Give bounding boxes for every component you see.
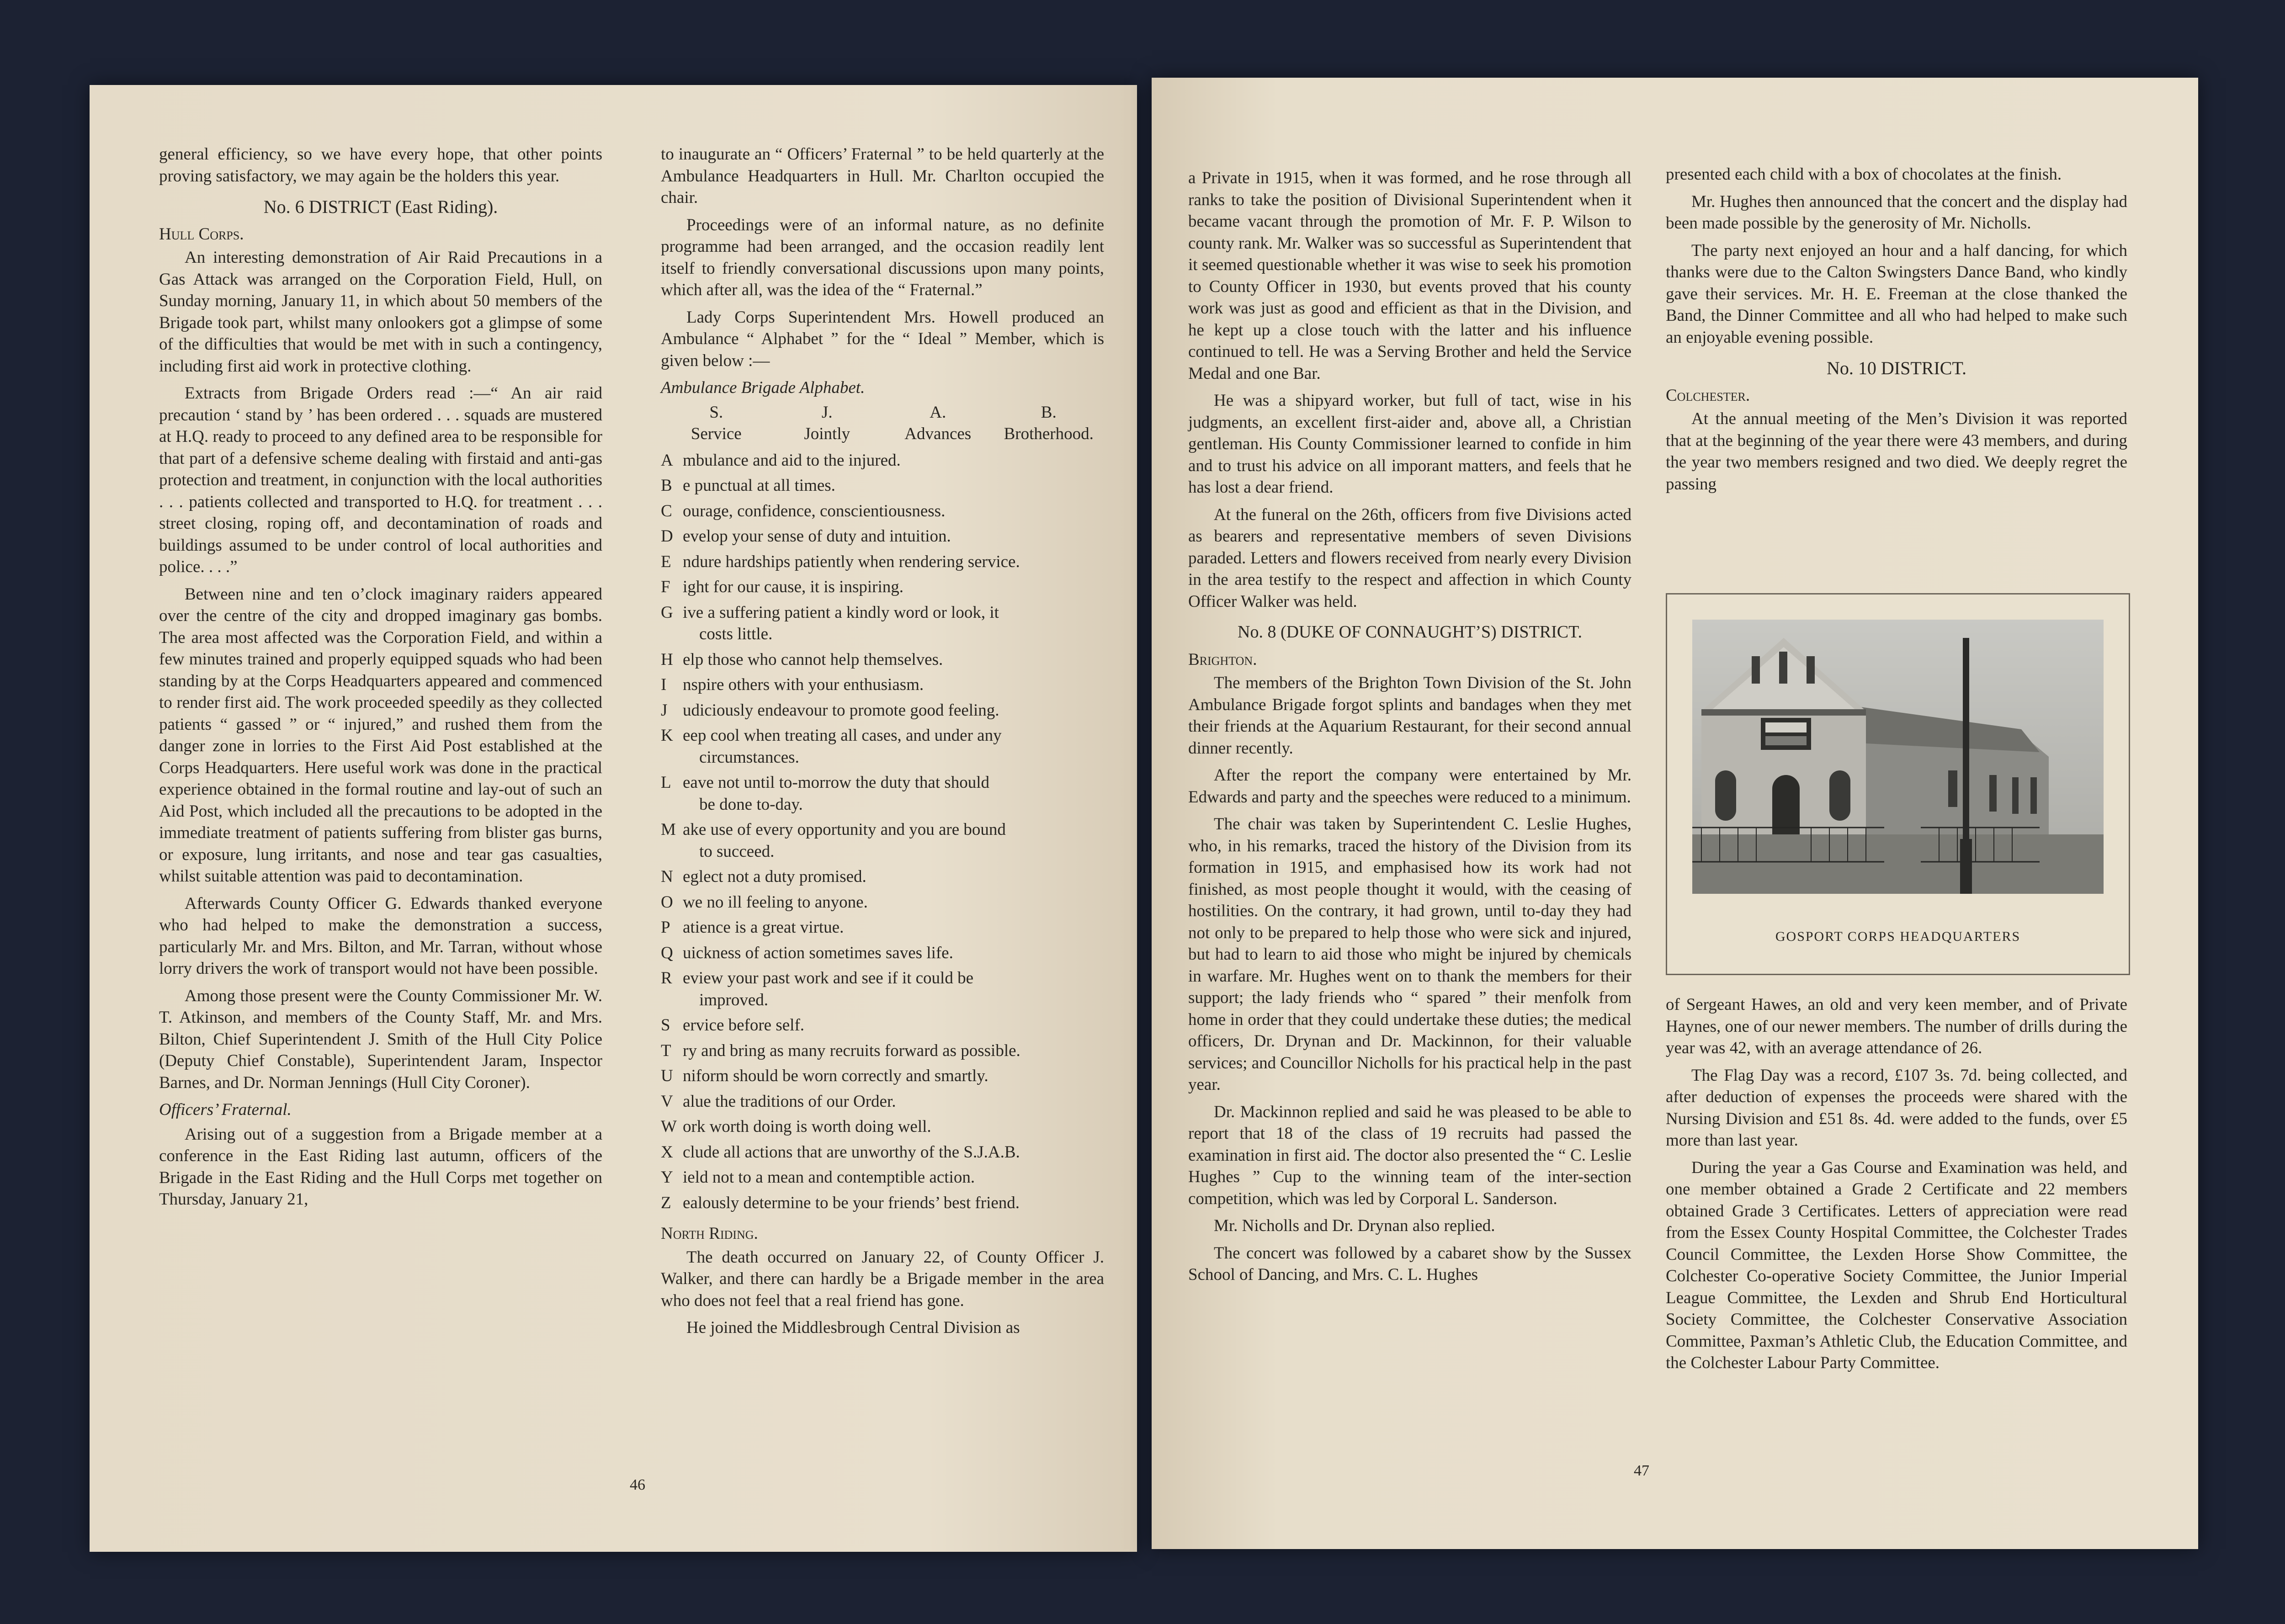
alphabet-line: mbulance and aid to the injured. [683, 451, 901, 470]
alphabet-letter: Z [661, 1193, 671, 1212]
alphabet-header-cell [882, 402, 994, 445]
alphabet-item [661, 500, 1104, 522]
paragraph: presented each child with a box of chocolates at the finish. [1666, 165, 2062, 184]
right-column-2-lower [1666, 994, 2127, 1380]
alphabet-header-cell [994, 402, 1105, 445]
alphabet-continuation: to succeed. [699, 842, 775, 861]
alphabet-continuation: circumstances. [699, 748, 799, 767]
alphabet-text [681, 1091, 1104, 1113]
paragraph: general efficiency, so we have every hope, that other points proving satisfactory, we may again be the holders this year. [159, 145, 602, 186]
paragraph: Extracts from Brigade Orders read :—“ An air raid precaution ‘ stand by ’ has been ordered . . . squads are mustered at H.Q. ready to proceed to any defined area to be responsible for that part of a defensive scheme dealing with firstaid and anti-gas protection and treatment, in conjunction with the local authorities . . . patients collected and transported to H.Q. for treatment . . . street closing, roping off, and decontamination of roads and buildings assumed to be under control of local authorities and police. . . .” [159, 384, 602, 576]
alphabet-item [661, 602, 1104, 645]
alphabet-letter: H [661, 650, 673, 669]
alphabet-letter: B [661, 476, 672, 495]
alphabet-letter: W [661, 1117, 677, 1136]
paragraph: At the annual meeting of the Men’s Division it was reported that at the beginning of the year there were 43 members, and during the year two members resigned and two died. We deeply regret the passing [1666, 409, 2127, 494]
alphabet-text [681, 892, 1104, 913]
alphabet-item [661, 674, 1104, 696]
alphabet-line: eglect not a duty promised. [683, 867, 866, 886]
paragraph: The Flag Day was a record, £107 3s. 7d. being collected, and after deduction of expenses the proceeds were shared with the Nursing Division and £51 8s. 4d. were added to the funds, over £5 more than last year. [1666, 1066, 2127, 1150]
alphabet-text [681, 772, 1104, 815]
right-column-2 [1666, 164, 2127, 500]
header-word: Service [691, 425, 742, 443]
alphabet-line: ield not to a mean and contemptible action. [683, 1168, 975, 1187]
paragraph: During the year a Gas Course and Examination was held, and one member obtained a Grade 2 Certificate and 22 members obtained Grade 3 Certificates. Letters of appreciation were read from the Essex County Hospital Committee, the Colchester Trades Council Committee, the Lexden Horse Show Committee, the Colchester Co-operative Society Committee, the Junior Imperial League Committee, the Lexden and Shrub End Horticultural Society Committee, the Colchester Conservative Association Committee, Paxman’s Athletic Club, the Education Committee, and the Colchester Labour Party Committee. [1666, 1158, 2127, 1372]
alphabet-item [661, 942, 1104, 964]
alphabet-text [681, 725, 1104, 768]
alphabet-text [681, 700, 1104, 722]
alphabet-line: ervice before self. [683, 1016, 805, 1035]
alphabet-text [681, 475, 1104, 497]
alphabet-line: uickness of action sometimes saves life. [683, 943, 953, 962]
subheading: Officers’ Fraternal. [159, 1100, 292, 1119]
paragraph: Mr. Hughes then announced that the concert and the display had been made possible by the generosity of Mr. Nicholls. [1666, 192, 2127, 233]
alphabet-text [681, 942, 1104, 964]
alphabet-letter: N [661, 867, 673, 886]
paragraph: Arising out of a suggestion from a Brigade member at a conference in the East Riding last autumn, officers of the Brigade in the East Riding and the Hull Corps met together on Thursday, January 21, [159, 1125, 602, 1209]
alphabet-text [681, 1141, 1104, 1163]
paragraph: Between nine and ten o’clock imaginary raiders appeared over the centre of the city and dropped imaginary gas bombs. The area most affected was the Corporation Field, and within a few minutes trained and properly equipped squads who had been standing by at the Corps Headquarters appeared and commenced to render first aid. The work proceeded speedily as they collected patients “ gassed ” or “ injured,” and rushed them from the danger zone in lorries to the First Aid Post established at the Corps Headquarters. Here useful work was done in the practical experience obtained in the formal routine and lay-out of such an Aid Post, which included all the precautions to be adopted in the immediate treatment of patients suffering from blister gas burns, or exposure, lung irritants, and nose and tear gas casualties, whilst suitable attention was paid to decontamination. [159, 584, 602, 886]
alphabet-letter: O [661, 892, 673, 912]
alphabet-item [661, 967, 1104, 1011]
left-column-1 [159, 143, 602, 1216]
left-page [90, 85, 1137, 1552]
alphabet-header-cell [772, 402, 883, 445]
photo-caption: GOSPORT CORPS HEADQUARTERS [1775, 929, 2021, 944]
alphabet-line: alue the traditions of our Order. [683, 1092, 896, 1111]
alphabet-letter: C [661, 501, 672, 520]
alphabet-text [681, 450, 1104, 472]
alphabet-line: niform should be worn correctly and smartly. [683, 1067, 988, 1085]
gosport-headquarters-photo [1692, 620, 2104, 894]
alphabet-line: evelop your sense of duty and intuition. [683, 527, 951, 546]
alphabet-line: udiciously endeavour to promote good feeling. [683, 701, 999, 720]
alphabet-continuation: improved. [699, 990, 769, 1009]
paragraph: At the funeral on the 26th, officers from five Divisions acted as bearers and representative members of seven Divisions paraded. Letters and flowers received from nearly every Division in the area testify to the respect and affection in which County Officer Walker was held. [1188, 505, 1631, 611]
paragraph: The party next enjoyed an hour and a half dancing, for which thanks were due to the Calton Swingsters Dance Band, who kindly gave their services. Mr. H. E. Freeman at the close thanked the Band, the Dinner Committee and all who had helped to make such an enjoyable evening possible. [1666, 241, 2127, 347]
header-letter: J. [821, 403, 833, 422]
alphabet-item [661, 772, 1104, 815]
alphabet-item [661, 1065, 1104, 1087]
alphabet-line: atience is a great virtue. [683, 918, 844, 937]
paragraph: The death occurred on January 22, of County Officer J. Walker, and there can hardly be a Brigade member in the area who does not feel that a real friend has gone. [661, 1247, 1104, 1310]
alphabet-item [661, 725, 1104, 768]
alphabet-item [661, 1141, 1104, 1163]
alphabet-letter: T [661, 1041, 671, 1060]
alphabet-letter: X [661, 1142, 673, 1162]
paragraph: He joined the Middlesbrough Central Division as [686, 1318, 1020, 1337]
paragraph: Afterwards County Officer G. Edwards thanked everyone who had helped to make the demonstration a success, particularly Mr. and Mrs. Bilton, and Mr. Tarran, without whose lorry drivers the work of transport would not have been possible. [159, 894, 602, 978]
paragraph: Proceedings were of an informal nature, as no definite programme had been arranged, and the occasion readily lent itself to friendly conversational discussions upon many points, which after all, was the idea of the “ Fraternal.” [661, 215, 1104, 299]
paragraph: of Sergeant Hawes, an old and very keen member, and of Private Haynes, one of our newer members. The number of drills during the year was 42, with an average attendance of 26. [1666, 995, 2127, 1057]
alphabet-item [661, 1091, 1104, 1113]
alphabet-line: we no ill feeling to anyone. [683, 892, 868, 912]
alphabet-letter: U [661, 1067, 673, 1085]
alphabet-item [661, 1192, 1104, 1214]
paragraph: The chair was taken by Superintendent C. Leslie Hughes, who, in his remarks, traced the history of the Division from its formation in 1915, and emphasised how its work had not finished, as most people thought it would, with the ceasing of hostilities. On the contrary, it had grown, until to-day they had not only to be prepared to help those who were sick and injured, but had to learn to aid those who might be injured by chemicals in warfare. Mr. Hughes went on to thank the members for their support; the lady friends who “ spared ” their menfolk from home in order that they could undertake these duties; the medical officers, Dr. Drynan and Dr. Mackinnon, for their valuable services; and Councillor Nicholls for his practical help in the past year. [1188, 815, 1631, 1094]
header-letter: S. [709, 403, 723, 422]
alphabet-text [681, 967, 1104, 1011]
alphabet-letter: F [661, 578, 670, 596]
subheading: Hull Corps. [159, 224, 244, 244]
alphabet-text [681, 1065, 1104, 1087]
alphabet-item [661, 700, 1104, 722]
left-column-2 [661, 143, 1104, 1344]
alphabet-text [681, 674, 1104, 696]
subheading: North Riding. [661, 1224, 758, 1243]
alphabet-item [661, 525, 1104, 547]
header-word: Advances [904, 425, 972, 443]
alphabet-line: clude all actions that are unworthy of the S.J.A.B. [683, 1142, 1020, 1162]
alphabet-letter: E [661, 552, 671, 571]
alphabet-letter: J [661, 701, 668, 720]
header-word: Brotherhood. [1004, 425, 1094, 443]
alphabet-line: nspire others with your enthusiasm. [683, 675, 924, 694]
alphabet-line: ake use of every opportunity and you are bound [683, 820, 1006, 839]
alphabet-text [681, 602, 1104, 645]
alphabet-text [681, 1116, 1104, 1138]
alphabet-line: eview your past work and see if it could be [683, 969, 974, 987]
header-letter: B. [1041, 403, 1057, 422]
alphabet-letter: A [661, 451, 673, 470]
alphabet-text [681, 917, 1104, 939]
alphabet-letter: G [661, 603, 673, 622]
alphabet-letter: Y [661, 1168, 673, 1187]
alphabet-text [681, 1192, 1104, 1214]
alphabet-line: eep cool when treating all cases, and under any [683, 726, 1002, 745]
alphabet-letter: S [661, 1016, 670, 1035]
alphabet-line: elp those who cannot help themselves. [683, 650, 943, 669]
alphabet-item [661, 450, 1104, 472]
alphabet-letter: Q [661, 943, 673, 962]
right-column-1 [1188, 167, 1631, 1291]
alphabet-text [681, 576, 1104, 598]
alphabet-letter: D [661, 527, 673, 546]
alphabet-line: ndure hardships patiently when rendering service. [683, 552, 1020, 571]
alphabet-letter: V [661, 1092, 673, 1111]
alphabet-item [661, 892, 1104, 913]
paragraph: Lady Corps Superintendent Mrs. Howell produced an Ambulance “ Alphabet ” for the “ Ideal ” Member, which is given below :— [661, 308, 1104, 370]
paragraph: The concert was followed by a cabaret show by the Sussex School of Dancing, and Mrs. C. L. Hughes [1188, 1243, 1631, 1284]
alphabet-letter: L [661, 773, 671, 792]
alphabet-text [681, 649, 1104, 671]
district-heading: No. 8 (DUKE OF CONNAUGHT’S) DISTRICT. [1238, 622, 1582, 642]
alphabet-continuation: costs little. [699, 625, 773, 643]
alphabet-line: ourage, confidence, conscientiousness. [683, 501, 946, 520]
page-number: 46 [630, 1476, 645, 1493]
alphabet-line: ork worth doing is worth doing well. [683, 1117, 931, 1136]
alphabet-item [661, 551, 1104, 573]
paragraph: Among those present were the County Commissioner Mr. W. T. Atkinson, and members of the County Staff, Mr. and Mrs. Bilton, Chief Superintendent J. Smith of the Hull City Police (Deputy Chief Constable), Superintendent Jaram, Inspector Barnes, and Dr. Norman Jennings (Hull City Coroner). [159, 986, 602, 1092]
alphabet-line: ealously determine to be your friends’ best friend. [683, 1193, 1020, 1212]
alphabet-item [661, 576, 1104, 598]
alphabet-item [661, 475, 1104, 497]
alphabet-header [661, 402, 1104, 445]
header-letter: A. [930, 403, 946, 422]
alphabet-item [661, 917, 1104, 939]
alphabet-item [661, 1167, 1104, 1189]
alphabet-letter: M [661, 820, 676, 839]
subheading: Brighton. [1188, 650, 1257, 669]
alphabet-line: ight for our cause, it is inspiring. [683, 578, 903, 596]
paragraph: He was a shipyard worker, but full of tact, wise in his judgments, an excellent first-aider and, above all, a Christian gentleman. His County Commissioner learned to confide in him and to trust his advice on all imporant matters, and feels that he has lost a dear friend. [1188, 391, 1631, 497]
alphabet-item [661, 866, 1104, 888]
alphabet-letter: R [661, 969, 672, 987]
page-number: 47 [1634, 1462, 1649, 1479]
building-illustration [1692, 620, 2104, 894]
paragraph: The members of the Brighton Town Division of the St. John Ambulance Brigade forgot splints and bandages when they met their friends at the Aquarium Restaurant, for their second annual dinner recently. [1188, 674, 1631, 758]
alphabet-header-cell [661, 402, 772, 445]
paragraph: Dr. Mackinnon replied and said he was pleased to be able to report that 18 of the class of 19 recruits had passed the examination in first aid. The doctor also presented the “ C. Leslie Hughes ” Cup to the winning team of the inter-section competition, which was led by Corporal L. Sanderson. [1188, 1102, 1631, 1208]
header-word: Jointly [804, 425, 850, 443]
paragraph: to inaugurate an “ Officers’ Fraternal ” to be held quarterly at the Ambulance Headquarters in Hull. Mr. Charlton occupied the chair. [661, 145, 1104, 207]
district-heading: No. 6 DISTRICT (East Riding). [263, 196, 498, 217]
alphabet-letter: K [661, 726, 673, 745]
subheading: Colchester. [1666, 386, 1750, 405]
alphabet-item [661, 1116, 1104, 1138]
alphabet-text [681, 866, 1104, 888]
alphabet-text [681, 500, 1104, 522]
alphabet-line: ive a suffering patient a kindly word or look, it [683, 603, 999, 622]
alphabet-item [661, 1014, 1104, 1036]
alphabet-letter: I [661, 675, 667, 694]
alphabet-text [681, 819, 1104, 862]
alphabet-item [661, 819, 1104, 862]
alphabet-line: e punctual at all times. [683, 476, 835, 495]
paragraph: Mr. Nicholls and Dr. Drynan also replied. [1214, 1216, 1495, 1235]
alphabet-text [681, 1040, 1104, 1062]
paragraph: a Private in 1915, when it was formed, and he rose through all ranks to take the position of Divisional Superintendent when it became vacant through the promotion of Mr. F. P. Wilson to county rank. Mr. Walker was so successful as Superintendent that it seemed questionable whether it was wise to seek his promotion to County Officer in 1930, but events proved that his county work was just as good and efficient as that in the Division, and he kept up a close touch with the latter and his influence continued to tell. He was a Serving Brother and held the Service Medal and one Bar. [1188, 169, 1631, 383]
alphabet-continuation: be done to-day. [699, 795, 803, 814]
photo-frame [1666, 593, 2130, 975]
district-heading: No. 10 DISTRICT. [1827, 358, 1966, 378]
alphabet-item [661, 649, 1104, 671]
paragraph: After the report the company were entertained by Mr. Edwards and party and the speeches were reduced to a minimum. [1188, 766, 1631, 807]
alphabet-letter: P [661, 918, 670, 937]
alphabet-title: Ambulance Brigade Alphabet. [661, 378, 865, 397]
alphabet-text [681, 1014, 1104, 1036]
right-page [1152, 78, 2198, 1549]
alphabet-text [681, 1167, 1104, 1189]
alphabet-line: ry and bring as many recruits forward as possible. [683, 1041, 1020, 1060]
alphabet-line: eave not until to-morrow the duty that should [683, 773, 990, 792]
alphabet-text [681, 525, 1104, 547]
paragraph: An interesting demonstration of Air Raid Precautions in a Gas Attack was arranged on the Corporation Field, Hull, on Sunday morning, January 11, in which about 50 members of the Brigade took part, whilst many onlookers got a glimpse of some of the difficulties that would be met with in such a contingency, including first aid work in protective clothing. [159, 248, 602, 376]
alphabet-text [681, 551, 1104, 573]
alphabet-list [661, 450, 1104, 1214]
alphabet-item [661, 1040, 1104, 1062]
